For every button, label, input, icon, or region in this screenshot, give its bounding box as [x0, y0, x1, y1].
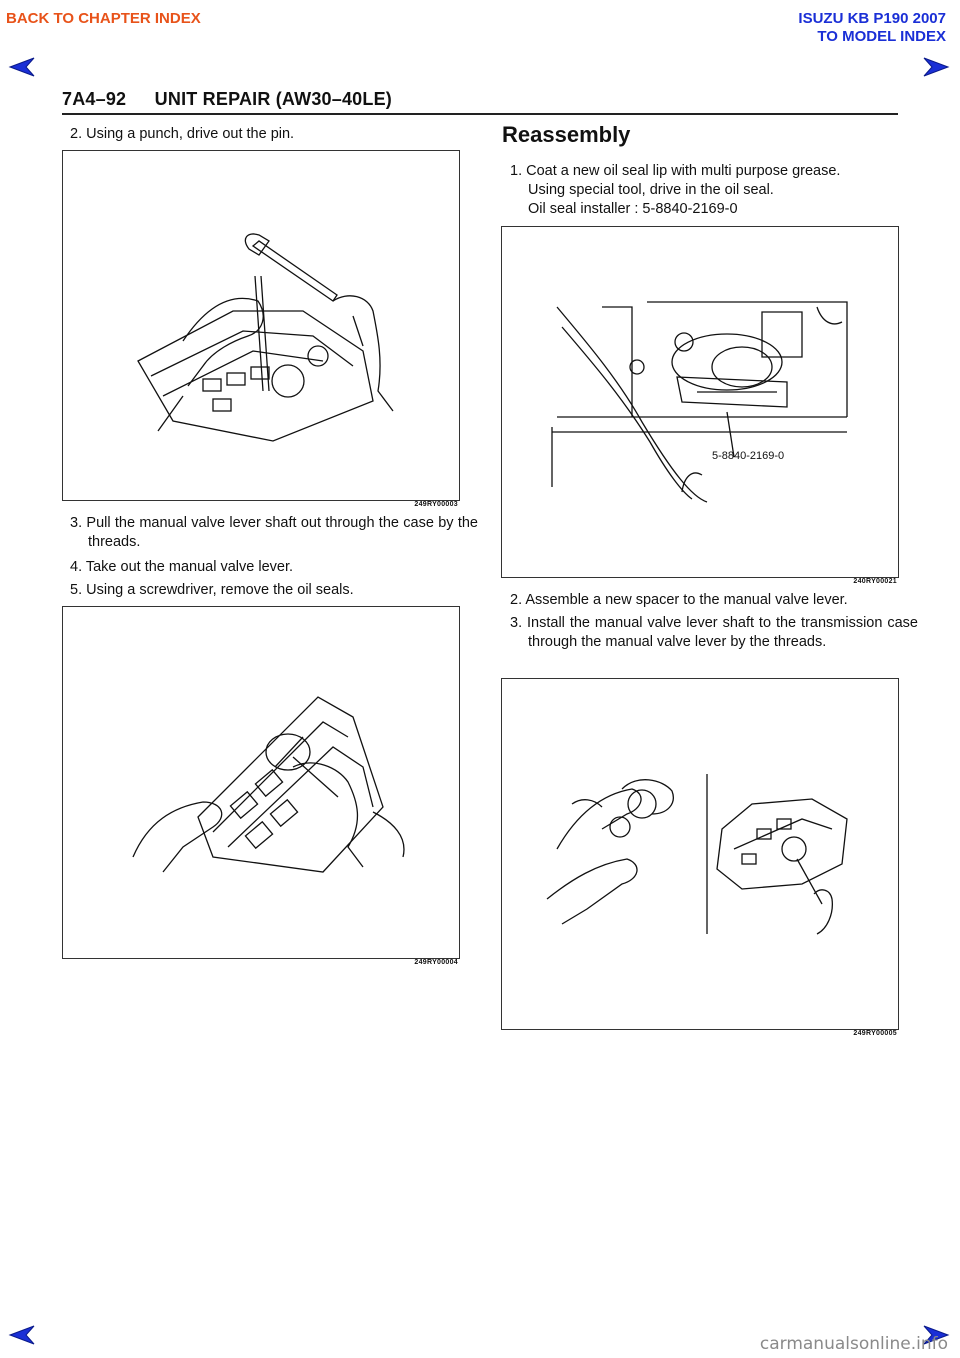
to-model-index-link[interactable]: TO MODEL INDEX	[817, 28, 946, 45]
reassembly-step-2-text: 2. Assemble a new spacer to the manual valve lever.	[510, 592, 848, 608]
figure-4-code: 249RY00005	[853, 1030, 897, 1037]
reassembly-step-1-line-1: 1. Coat a new oil seal lip with multi purpose grease.	[510, 163, 841, 179]
figure-3-code: 240RY00021	[853, 578, 897, 585]
figure-1-code: 249RY00003	[414, 501, 458, 508]
prev-page-arrow-bottom-icon[interactable]	[8, 1324, 36, 1346]
back-to-chapter-index-link[interactable]: BACK TO CHAPTER INDEX	[6, 10, 201, 27]
page-number: 7A4–92	[62, 89, 127, 109]
page-title: UNIT REPAIR (AW30–40LE)	[154, 89, 392, 109]
reassembly-step-1-line-2: Using special tool, drive in the oil seal.	[528, 182, 774, 198]
oil-seal-installer-illustration	[502, 227, 898, 577]
figure-remove-oil-seals	[62, 606, 460, 959]
prev-page-arrow-icon[interactable]	[8, 56, 36, 78]
next-page-arrow-icon[interactable]	[922, 56, 950, 78]
step-4-text: 4. Take out the manual valve lever.	[70, 559, 294, 575]
figure-punch-pin	[62, 150, 460, 501]
vehicle-model-link[interactable]: ISUZU KB P190 2007	[798, 10, 946, 27]
step-3-text: 3. Pull the manual valve lever shaft out through the case by the threads.	[70, 515, 478, 550]
oil-seal-removal-illustration	[63, 607, 459, 958]
tool-number-label: 5-8840-2169-0	[712, 450, 785, 462]
step-2-text: 2. Using a punch, drive out the pin.	[70, 126, 295, 142]
model-index-links[interactable]	[798, 10, 946, 46]
figure-oil-seal-installer	[501, 226, 899, 578]
page-header	[62, 89, 392, 110]
step-5-text: 5. Using a screwdriver, remove the oil seals.	[70, 582, 354, 598]
header-divider	[62, 113, 898, 115]
reassembly-step-3-text: 3. Install the manual valve lever shaft to the transmission case through the manual valve lever by the threads.	[510, 615, 918, 650]
figure-install-lever-shaft	[501, 678, 899, 1030]
footer-watermark: carmanualsonline.info	[759, 1334, 948, 1354]
punch-pin-illustration	[63, 151, 459, 500]
lever-shaft-install-illustration	[502, 679, 898, 1029]
reassembly-step-1-line-3: Oil seal installer : 5-8840-2169-0	[528, 201, 738, 217]
figure-2-code: 249RY00004	[414, 959, 458, 966]
reassembly-heading: Reassembly	[502, 122, 631, 147]
